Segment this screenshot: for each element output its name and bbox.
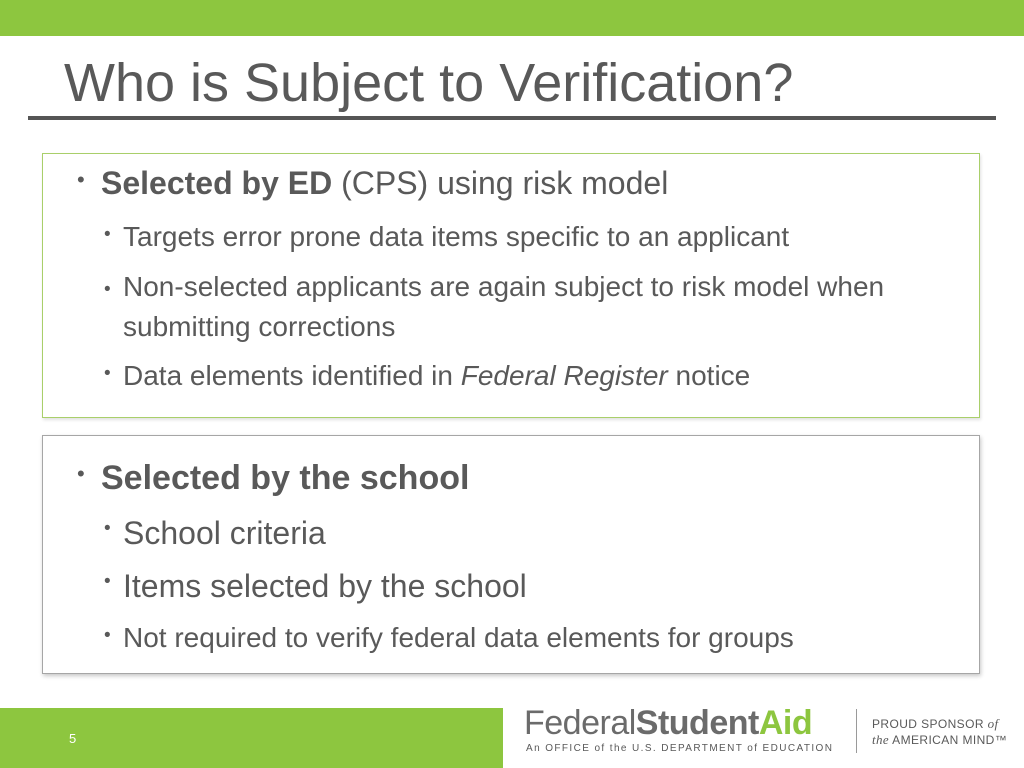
- ed-selection-box: [42, 153, 980, 418]
- ed-item-2: [104, 267, 973, 347]
- sponsor-proud: PROUD SPONSOR: [872, 717, 984, 731]
- logo-student: Student: [635, 704, 759, 742]
- sponsor-the: the: [872, 732, 890, 747]
- ed-heading-bold: Selected by ED: [101, 165, 333, 201]
- bullet-icon: •: [104, 625, 111, 646]
- logo-aid: Aid: [758, 704, 813, 742]
- ed-item-3-text-before: Data elements identified in: [123, 360, 461, 391]
- bullet-icon: •: [77, 167, 85, 192]
- logo-separator: [856, 709, 857, 753]
- page-number: 5: [69, 731, 77, 746]
- ed-item-1-text: Targets error prone data items specific to an applicant: [123, 221, 790, 252]
- bullet-icon: •: [104, 518, 111, 539]
- ed-item-3: [104, 359, 751, 393]
- logo-tagline: An OFFICE of the U.S. DEPARTMENT of EDUCATION: [526, 743, 834, 754]
- school-heading-bold: Selected by the school: [101, 459, 470, 497]
- bullet-icon: •: [104, 571, 111, 592]
- school-item-3-text: Not required to verify federal data elements for groups: [123, 622, 794, 653]
- school-item-1: [104, 514, 326, 553]
- school-item-2-text: Items selected by the school: [123, 568, 527, 604]
- top-accent-bar: [0, 0, 1024, 36]
- sponsor-line-1: [872, 716, 1007, 732]
- bullet-icon: •: [104, 363, 111, 384]
- sponsor-text: [872, 716, 1007, 748]
- sponsor-american-mind: AMERICAN MIND™: [892, 733, 1008, 747]
- title-underline: [28, 116, 996, 120]
- slide-title: Who is Subject to Verification?: [64, 53, 794, 113]
- ed-heading: [77, 164, 669, 203]
- school-item-3: [104, 621, 794, 655]
- ed-item-3-italic: Federal Register: [460, 360, 668, 391]
- ed-item-1: [104, 220, 790, 254]
- school-heading: [77, 458, 470, 499]
- bullet-icon: •: [77, 461, 85, 486]
- bullet-icon: •: [104, 279, 111, 300]
- logo-federal: Federal: [524, 704, 636, 742]
- school-item-2: [104, 567, 527, 606]
- sponsor-line-2: [872, 732, 1007, 748]
- logo-wordmark: [524, 703, 812, 743]
- ed-item-2-text: Non-selected applicants are again subject to risk model when submitting corrections: [123, 271, 885, 342]
- ed-item-3-text-after: notice: [667, 360, 751, 391]
- school-item-1-text: School criteria: [123, 515, 326, 551]
- federal-student-aid-logo: [524, 703, 844, 761]
- ed-heading-rest: (CPS) using risk model: [332, 165, 669, 201]
- bullet-icon: •: [104, 224, 111, 245]
- school-selection-box: [42, 435, 980, 674]
- sponsor-of: of: [987, 716, 999, 731]
